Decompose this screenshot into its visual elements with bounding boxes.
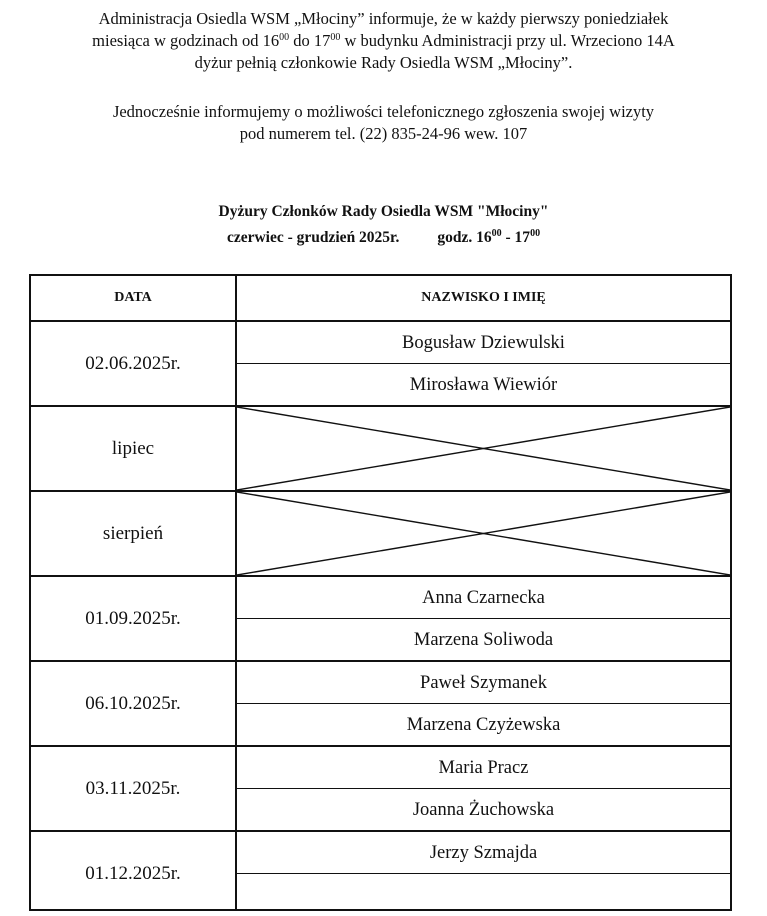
name-divider — [237, 788, 730, 789]
schedule-period — [0, 226, 767, 250]
name-divider — [237, 703, 730, 704]
cell-date: 06.10.2025r. — [85, 692, 181, 714]
cell-date: sierpień — [102, 522, 164, 544]
superscript: 00 — [530, 228, 541, 239]
cell-date: lipiec — [111, 437, 155, 459]
intro-paragraph-2 — [0, 101, 767, 145]
cell-date: 01.12.2025r. — [85, 862, 181, 884]
intro-line-hours — [0, 30, 767, 52]
header-date: DATA — [114, 290, 152, 305]
superscript: 00 — [491, 228, 502, 239]
crossed-out-cell — [237, 492, 730, 575]
intro-text: do 17 — [289, 31, 331, 50]
cell-date: 02.06.2025r. — [85, 352, 181, 374]
intro-text: w budynku Administracji przy ul. Wrzeciono 14A — [340, 31, 675, 50]
name-divider — [237, 873, 730, 874]
cell-name: Joanna Żuchowska — [412, 799, 555, 820]
cell-name: Maria Pracz — [438, 757, 529, 778]
cell-name: Paweł Szymanek — [420, 672, 547, 693]
cell-date: 03.11.2025r. — [85, 777, 181, 799]
intro-line: Administracja Osiedla WSM „Młociny” informuje, że w każdy pierwszy poniedziałek — [98, 9, 669, 28]
cell-date: 01.09.2025r. — [85, 607, 181, 629]
intro-paragraph-1 — [0, 8, 767, 74]
schedule-table — [29, 274, 732, 911]
superscript: 00 — [279, 32, 290, 43]
header-name: NAZWISKO I IMIĘ — [421, 290, 546, 305]
crossed-out-cell — [237, 407, 730, 490]
intro-line: Jednocześnie informujemy o możliwości telefonicznego zgłoszenia swojej wizyty — [112, 102, 655, 121]
intro-line: dyżur pełnią członkowie Rady Osiedla WSM „Młociny”. — [194, 53, 573, 72]
period-text: czerwiec - grudzień 2025r. — [226, 229, 400, 246]
cell-name: Mirosława Wiewiór — [409, 374, 558, 395]
intro-line-phone: pod numerem tel. (22) 835-24-96 wew. 107 — [239, 124, 528, 143]
intro-text: miesiąca w godzinach od 16 — [92, 31, 280, 50]
cell-name — [237, 874, 730, 916]
hours-text: godz. 16 — [437, 229, 492, 246]
name-divider — [237, 363, 730, 364]
cell-name: Jerzy Szmajda — [429, 842, 538, 863]
schedule-title: Dyżury Członków Rady Osiedla WSM "Młociny" — [218, 203, 549, 220]
cell-name: Marzena Czyżewska — [406, 714, 561, 735]
cell-name: Anna Czarnecka — [422, 587, 545, 608]
hours-text: - 17 — [501, 229, 531, 246]
superscript: 00 — [330, 32, 341, 43]
name-divider — [237, 618, 730, 619]
cell-name: Bogusław Dziewulski — [402, 332, 565, 353]
cell-name: Marzena Soliwoda — [413, 629, 554, 650]
